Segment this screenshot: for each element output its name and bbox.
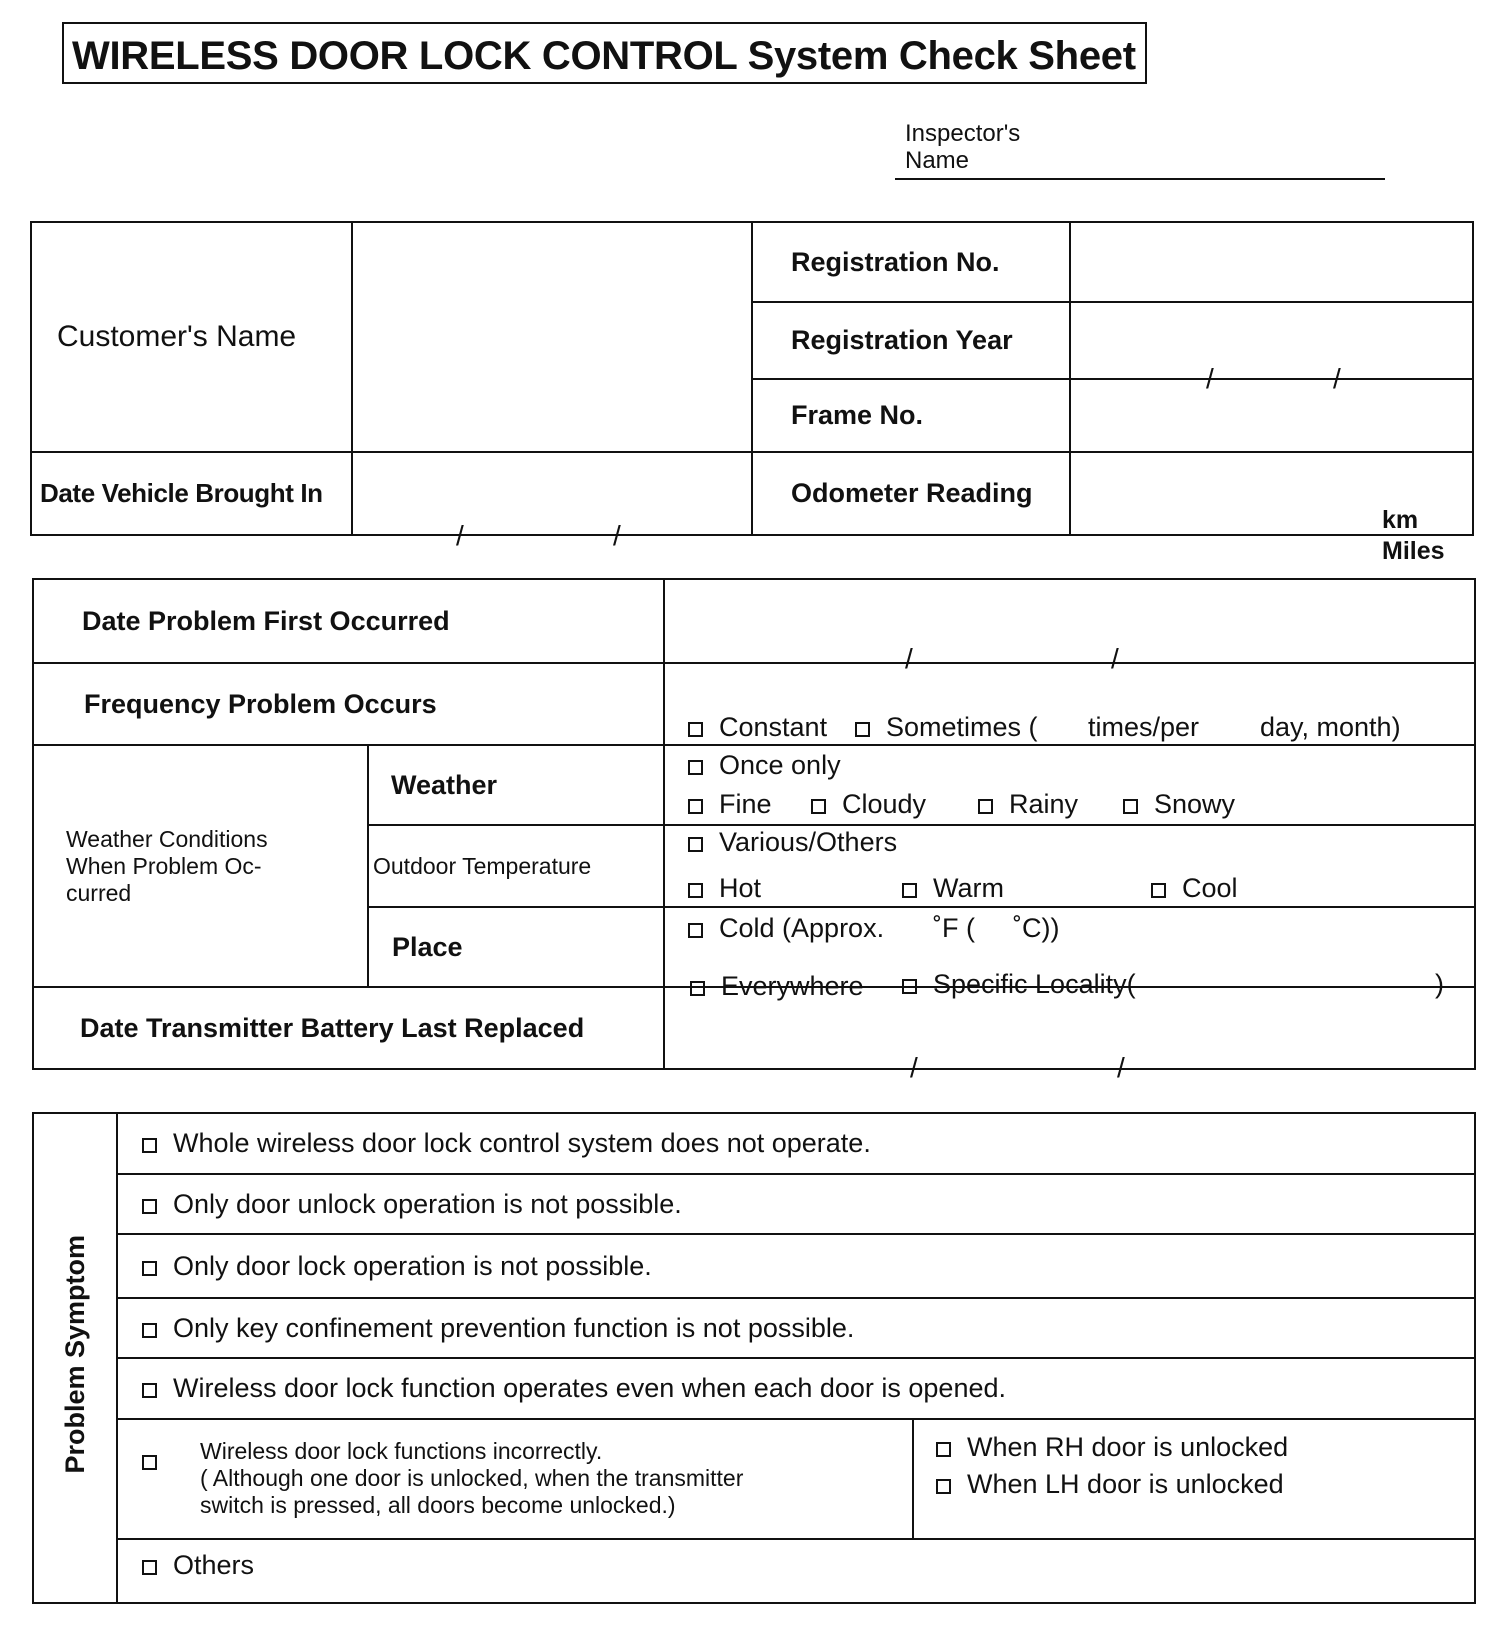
symptom-row-6[interactable] <box>117 1419 913 1539</box>
date-slash: / <box>910 1052 918 1083</box>
symptom-text: Only door unlock operation is not possible. <box>173 1188 682 1219</box>
symptom-row-3[interactable] <box>117 1234 1475 1298</box>
symptom-row-5[interactable] <box>117 1358 1475 1419</box>
checkbox[interactable] <box>811 799 826 814</box>
customer-name-field[interactable] <box>352 222 752 452</box>
symptom-row-4[interactable] <box>117 1298 1475 1358</box>
checkbox[interactable] <box>936 1442 951 1457</box>
checkbox[interactable] <box>688 722 703 737</box>
frame-no-field[interactable] <box>1070 379 1473 452</box>
inspector-name-label: Inspector's Name <box>905 120 1021 174</box>
weather-rainy-option[interactable]: Rainy <box>978 789 1078 820</box>
checkbox[interactable] <box>688 760 703 775</box>
odometer-field[interactable] <box>1070 452 1473 565</box>
date-slash: / <box>1206 362 1214 394</box>
problem-symptom-label: Problem Symptom <box>59 1235 90 1474</box>
customer-name-label: Customer's Name <box>57 320 297 353</box>
date-slash: / <box>1111 643 1119 674</box>
registration-year-label: Registration Year <box>752 302 1070 379</box>
checkbox[interactable] <box>902 979 917 994</box>
checkbox[interactable] <box>978 799 993 814</box>
place-close-paren: ) <box>1435 969 1444 999</box>
symptom-text: Wireless door lock function operates even when each door is opened. <box>173 1373 1006 1403</box>
symptom-text: Only door lock operation is not possible. <box>173 1250 652 1281</box>
weather-snowy-option[interactable]: Snowy <box>1123 789 1235 820</box>
frame-no-label: Frame No. <box>752 379 1070 452</box>
checkbox[interactable] <box>142 1199 157 1214</box>
customer-name-label-cell <box>31 222 352 452</box>
problem-conditions-table <box>32 578 1476 1083</box>
date-brought-in-label: Date Vehicle Brought In <box>31 452 352 535</box>
inspector-name-field[interactable] <box>895 178 1385 180</box>
rh-door-option[interactable]: When RH door is unlocked <box>936 1432 1288 1463</box>
checkbox[interactable] <box>142 1383 157 1398</box>
frequency-label: Frequency Problem Occurs <box>33 663 664 745</box>
place-label: Place <box>368 907 664 987</box>
checkbox[interactable] <box>902 883 917 898</box>
checkbox[interactable] <box>936 1479 951 1494</box>
temp-warm-option[interactable]: Warm <box>902 873 1004 904</box>
battery-replaced-label: Date Transmitter Battery Last Replaced <box>33 987 664 1069</box>
registration-year-field[interactable] <box>1070 302 1473 394</box>
checkbox[interactable] <box>690 981 705 996</box>
date-slash: / <box>456 519 464 551</box>
date-slash: / <box>1117 1052 1125 1083</box>
symptom-incorrect-text: Wireless door lock functions incorrectly. ( Although one door is unlocked, when the transmitter switch is pressed, all doors become unlocked.) <box>200 1438 744 1518</box>
checkbox[interactable] <box>142 1138 157 1153</box>
date-first-occurred-field[interactable] <box>664 579 1475 674</box>
freq-sometimes-option[interactable]: Sometimes ( <box>855 712 1038 743</box>
checkbox[interactable] <box>142 1261 157 1276</box>
temp-fahrenheit-label: ˚F ( <box>933 913 975 943</box>
checkbox[interactable] <box>142 1560 157 1575</box>
weather-conditions-group-label: Weather Conditions When Problem Oc- curred <box>33 745 368 987</box>
symptom-text: Others <box>173 1550 255 1580</box>
date-brought-in-field[interactable] <box>352 452 752 551</box>
freq-times-per-label: times/per <box>1088 712 1200 742</box>
freq-once-option[interactable]: Once only <box>688 750 841 781</box>
checkbox[interactable] <box>1123 799 1138 814</box>
problem-symptom-label-cell <box>33 1113 117 1603</box>
symptom-row-1[interactable] <box>117 1113 1475 1174</box>
date-slash: / <box>905 643 913 674</box>
weather-label: Weather <box>368 745 664 825</box>
symptom-row-others[interactable] <box>117 1539 1475 1603</box>
odometer-unit-miles: Miles <box>1382 536 1445 565</box>
checkbox[interactable] <box>142 1323 157 1338</box>
place-everywhere-option[interactable]: Everywhere <box>690 971 864 1002</box>
lh-door-option[interactable]: When LH door is unlocked <box>936 1469 1284 1500</box>
date-slash: / <box>613 519 621 551</box>
temp-hot-option[interactable]: Hot <box>688 873 761 904</box>
weather-various-option[interactable]: Various/Others <box>688 827 897 858</box>
checkbox[interactable] <box>688 799 703 814</box>
checkbox[interactable] <box>688 923 703 938</box>
odometer-label: Odometer Reading <box>752 452 1070 535</box>
place-specific-option[interactable]: Specific Locality( <box>902 969 1136 1000</box>
odometer-unit-km: km <box>1382 505 1419 534</box>
registration-no-label: Registration No. <box>752 222 1070 302</box>
registration-no-field[interactable] <box>1070 222 1473 302</box>
weather-fine-option[interactable]: Fine <box>688 789 772 820</box>
temp-cold-option[interactable]: Cold (Approx. <box>688 913 884 944</box>
temp-cool-option[interactable]: Cool <box>1151 873 1238 904</box>
checkbox[interactable] <box>688 837 703 852</box>
vehicle-info-table <box>30 221 1474 565</box>
problem-symptom-table <box>32 1112 1476 1604</box>
checkbox[interactable] <box>855 722 870 737</box>
outdoor-temperature-label: Outdoor Temperature <box>368 825 664 907</box>
date-slash: / <box>1333 362 1341 394</box>
symptom-row-2[interactable] <box>117 1174 1475 1234</box>
symptom-row-6-doors <box>913 1419 1475 1539</box>
weather-cloudy-option[interactable]: Cloudy <box>811 789 926 820</box>
checkbox[interactable] <box>142 1455 157 1470</box>
page-title: WIRELESS DOOR LOCK CONTROL System Check Sheet <box>72 34 1136 78</box>
temp-celsius-label: ˚C)) <box>1013 913 1060 943</box>
frequency-options <box>664 663 1475 780</box>
checkbox[interactable] <box>688 883 703 898</box>
checkbox[interactable] <box>1151 883 1166 898</box>
freq-constant-option[interactable]: Constant <box>688 712 827 743</box>
date-first-occurred-label: Date Problem First Occurred <box>33 579 664 663</box>
symptom-text: Only key confinement prevention function is not possible. <box>173 1312 855 1343</box>
freq-day-month-label: day, month) <box>1260 712 1401 742</box>
symptom-text: Whole wireless door lock control system does not operate. <box>173 1128 871 1158</box>
